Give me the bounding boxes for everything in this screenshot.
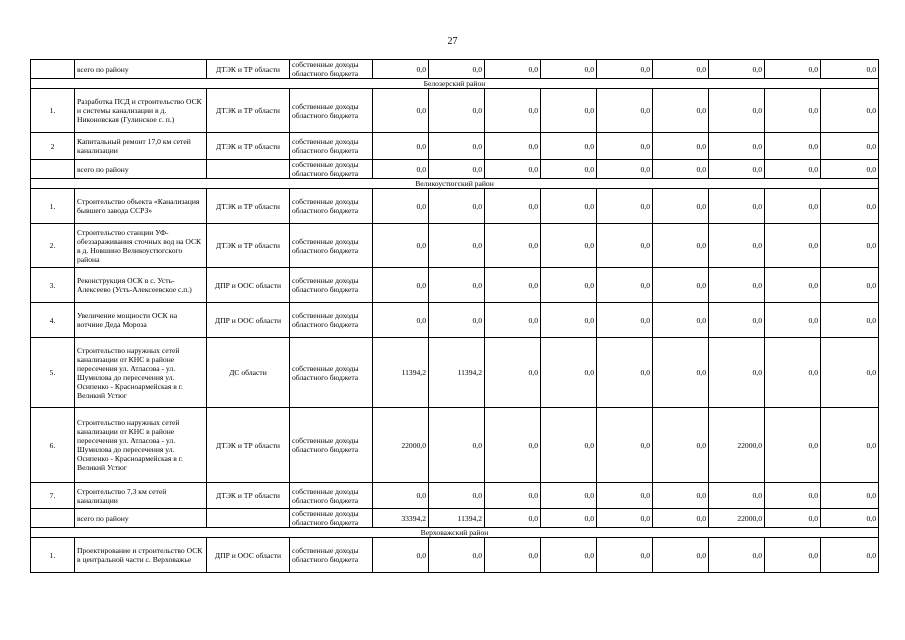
value-cell: 0,0 [485, 338, 541, 408]
value-cell: 0,0 [709, 538, 765, 573]
table-row [31, 509, 879, 528]
executor: ДТЭК и ТР области [207, 60, 290, 79]
value-cell: 0,0 [821, 338, 879, 408]
value-cell: 0,0 [821, 89, 879, 133]
value-cell: 0,0 [429, 60, 485, 79]
value-cell: 0,0 [541, 538, 597, 573]
value-cell: 0,0 [597, 483, 653, 509]
value-cell: 11394,2 [373, 338, 429, 408]
row-number: 3. [31, 268, 75, 303]
measure-name: Строительство объекта «Канализация бывшего завода ССРЗ» [75, 189, 207, 224]
value-cell: 0,0 [429, 160, 485, 179]
row-number [31, 60, 75, 79]
value-cell: 0,0 [429, 268, 485, 303]
value-cell: 33394,2 [373, 509, 429, 528]
value-cell: 0,0 [821, 133, 879, 160]
funding-source: собственные доходы областного бюджета [290, 89, 373, 133]
value-cell: 0,0 [429, 224, 485, 268]
value-cell: 0,0 [765, 160, 821, 179]
row-number: 2. [31, 224, 75, 268]
value-cell: 0,0 [597, 133, 653, 160]
executor: ДТЭК и ТР области [207, 189, 290, 224]
value-cell: 0,0 [821, 268, 879, 303]
row-number: 6. [31, 408, 75, 483]
value-cell: 0,0 [541, 338, 597, 408]
value-cell: 0,0 [429, 303, 485, 338]
value-cell: 0,0 [541, 483, 597, 509]
funding-source: собственные доходы областного бюджета [290, 408, 373, 483]
value-cell: 0,0 [597, 89, 653, 133]
value-cell: 0,0 [373, 89, 429, 133]
value-cell: 0,0 [653, 133, 709, 160]
value-cell: 0,0 [821, 408, 879, 483]
value-cell: 0,0 [709, 268, 765, 303]
value-cell: 0,0 [429, 89, 485, 133]
value-cell: 0,0 [709, 89, 765, 133]
value-cell: 0,0 [653, 303, 709, 338]
measure-name: Строительство станции УФ-обеззараживания сточных вод на ОСК в д. Новшино Великоустюгского района [75, 224, 207, 268]
executor [207, 509, 290, 528]
value-cell: 0,0 [485, 483, 541, 509]
value-cell: 0,0 [429, 408, 485, 483]
value-cell: 0,0 [373, 224, 429, 268]
value-cell: 0,0 [541, 189, 597, 224]
row-number [31, 509, 75, 528]
value-cell: 0,0 [653, 60, 709, 79]
value-cell: 0,0 [485, 60, 541, 79]
value-cell: 0,0 [653, 224, 709, 268]
value-cell: 0,0 [429, 483, 485, 509]
row-number: 1. [31, 189, 75, 224]
row-number: 1. [31, 89, 75, 133]
funding-source: собственные доходы областного бюджета [290, 303, 373, 338]
table-row [31, 160, 879, 179]
value-cell: 0,0 [597, 60, 653, 79]
table-row [31, 268, 879, 303]
executor: ДТЭК и ТР области [207, 224, 290, 268]
funding-source: собственные доходы областного бюджета [290, 268, 373, 303]
value-cell: 11394,2 [429, 509, 485, 528]
value-cell: 0,0 [821, 303, 879, 338]
measure-name: Строительство наружных сетей канализации от КНС в районе пересечения ул. Атласова - ул. Шумилова до пересечения ул. Осипенко - Красноармейская в г. Великий Устюг [75, 408, 207, 483]
value-cell: 0,0 [765, 338, 821, 408]
value-cell: 0,0 [429, 538, 485, 573]
value-cell: 0,0 [373, 538, 429, 573]
funding-source: собственные доходы областного бюджета [290, 133, 373, 160]
value-cell: 0,0 [653, 189, 709, 224]
value-cell: 0,0 [485, 160, 541, 179]
value-cell: 0,0 [653, 509, 709, 528]
table-row [31, 224, 879, 268]
row-number: 1. [31, 538, 75, 573]
value-cell: 0,0 [709, 303, 765, 338]
value-cell: 0,0 [709, 60, 765, 79]
value-cell: 0,0 [541, 160, 597, 179]
value-cell: 0,0 [765, 268, 821, 303]
value-cell: 0,0 [765, 60, 821, 79]
value-cell: 0,0 [541, 268, 597, 303]
value-cell: 0,0 [821, 509, 879, 528]
value-cell: 0,0 [485, 509, 541, 528]
value-cell: 0,0 [541, 224, 597, 268]
value-cell: 0,0 [821, 160, 879, 179]
table-row [31, 89, 879, 133]
value-cell: 0,0 [653, 268, 709, 303]
value-cell: 0,0 [653, 408, 709, 483]
measure-name: Строительство 7,3 км сетей канализации [75, 483, 207, 509]
value-cell: 0,0 [485, 133, 541, 160]
value-cell: 0,0 [541, 509, 597, 528]
value-cell: 0,0 [597, 160, 653, 179]
measure-name: Строительство наружных сетей канализации от КНС в районе пересечения ул. Атласова - ул. Шумилова до пересечения ул. Осипенко - Красноармейская в г. Великий Устюг [75, 338, 207, 408]
value-cell: 0,0 [597, 538, 653, 573]
region-header-row [31, 528, 879, 538]
funding-source: собственные доходы областного бюджета [290, 60, 373, 79]
funding-source: собственные доходы областного бюджета [290, 338, 373, 408]
table-row [31, 338, 879, 408]
value-cell: 0,0 [653, 483, 709, 509]
row-number: 2 [31, 133, 75, 160]
value-cell: 22000,0 [373, 408, 429, 483]
value-cell: 0,0 [597, 408, 653, 483]
value-cell: 0,0 [765, 133, 821, 160]
value-cell: 0,0 [541, 408, 597, 483]
measure-name: Увеличение мощности ОСК на вотчине Деда Мороза [75, 303, 207, 338]
value-cell: 0,0 [541, 60, 597, 79]
value-cell: 0,0 [373, 160, 429, 179]
value-cell: 22000,0 [709, 408, 765, 483]
executor: ДПР и ООС области [207, 538, 290, 573]
value-cell: 0,0 [429, 133, 485, 160]
value-cell: 0,0 [541, 133, 597, 160]
value-cell: 0,0 [485, 89, 541, 133]
value-cell: 0,0 [485, 189, 541, 224]
row-number: 7. [31, 483, 75, 509]
value-cell: 0,0 [821, 538, 879, 573]
value-cell: 0,0 [485, 538, 541, 573]
value-cell: 0,0 [765, 224, 821, 268]
value-cell: 0,0 [709, 483, 765, 509]
funding-source: собственные доходы областного бюджета [290, 538, 373, 573]
table-row [31, 303, 879, 338]
executor: ДТЭК и ТР области [207, 133, 290, 160]
table-row [31, 483, 879, 509]
funding-source: собственные доходы областного бюджета [290, 189, 373, 224]
value-cell: 0,0 [373, 268, 429, 303]
value-cell: 0,0 [653, 338, 709, 408]
table-row [31, 60, 879, 79]
value-cell: 0,0 [373, 60, 429, 79]
value-cell: 0,0 [765, 408, 821, 483]
page-number: 27 [447, 36, 458, 47]
value-cell: 0,0 [709, 160, 765, 179]
funding-source: собственные доходы областного бюджета [290, 483, 373, 509]
measure-name: всего по району [75, 60, 207, 79]
table-row [31, 133, 879, 160]
value-cell: 0,0 [541, 303, 597, 338]
value-cell: 0,0 [765, 483, 821, 509]
value-cell: 0,0 [709, 224, 765, 268]
measure-name: Разработка ПСД и строительство ОСК и системы канализации в д. Никоновская (Гулинское с. п.) [75, 89, 207, 133]
row-number: 5. [31, 338, 75, 408]
funding-source: собственные доходы областного бюджета [290, 160, 373, 179]
value-cell: 0,0 [373, 303, 429, 338]
value-cell: 0,0 [597, 303, 653, 338]
value-cell: 0,0 [653, 89, 709, 133]
value-cell: 0,0 [597, 224, 653, 268]
value-cell: 0,0 [373, 133, 429, 160]
value-cell: 0,0 [821, 483, 879, 509]
region-name: Белозерский район [31, 79, 879, 89]
value-cell: 0,0 [597, 509, 653, 528]
measure-name: всего по району [75, 160, 207, 179]
measure-name: всего по району [75, 509, 207, 528]
value-cell: 0,0 [709, 133, 765, 160]
value-cell: 0,0 [821, 60, 879, 79]
budget-table [30, 59, 879, 573]
value-cell: 0,0 [597, 268, 653, 303]
region-name: Великоустюгский район [31, 179, 879, 189]
value-cell: 22000,0 [709, 509, 765, 528]
region-name: Верховажский район [31, 528, 879, 538]
table-row [31, 408, 879, 483]
value-cell: 0,0 [821, 224, 879, 268]
executor: ДТЭК и ТР области [207, 408, 290, 483]
executor: ДПР и ООС области [207, 303, 290, 338]
executor: ДТЭК и ТР области [207, 89, 290, 133]
row-number [31, 160, 75, 179]
value-cell: 0,0 [429, 189, 485, 224]
value-cell: 0,0 [597, 338, 653, 408]
funding-source: собственные доходы областного бюджета [290, 509, 373, 528]
executor: ДТЭК и ТР области [207, 483, 290, 509]
value-cell: 0,0 [765, 189, 821, 224]
value-cell: 0,0 [709, 338, 765, 408]
value-cell: 11394,2 [429, 338, 485, 408]
region-header-row [31, 79, 879, 89]
value-cell: 0,0 [597, 189, 653, 224]
executor: ДС области [207, 338, 290, 408]
value-cell: 0,0 [765, 303, 821, 338]
executor: ДПР и ООС области [207, 268, 290, 303]
value-cell: 0,0 [485, 224, 541, 268]
value-cell: 0,0 [653, 538, 709, 573]
value-cell: 0,0 [485, 408, 541, 483]
table-row [31, 538, 879, 573]
value-cell: 0,0 [485, 303, 541, 338]
measure-name: Реконструкция ОСК в с. Усть-Алексеево (Усть-Алексеевское с.п.) [75, 268, 207, 303]
value-cell: 0,0 [485, 268, 541, 303]
value-cell: 0,0 [373, 483, 429, 509]
region-header-row [31, 179, 879, 189]
value-cell: 0,0 [821, 189, 879, 224]
value-cell: 0,0 [373, 189, 429, 224]
funding-source: собственные доходы областного бюджета [290, 224, 373, 268]
value-cell: 0,0 [541, 89, 597, 133]
value-cell: 0,0 [653, 160, 709, 179]
measure-name: Проектирование и строительство ОСК в центральной части с. Верховажье [75, 538, 207, 573]
value-cell: 0,0 [765, 89, 821, 133]
measure-name: Капитальный ремонт 17,0 км сетей канализации [75, 133, 207, 160]
value-cell: 0,0 [765, 538, 821, 573]
value-cell: 0,0 [709, 189, 765, 224]
executor [207, 160, 290, 179]
value-cell: 0,0 [765, 509, 821, 528]
table-row [31, 189, 879, 224]
row-number: 4. [31, 303, 75, 338]
